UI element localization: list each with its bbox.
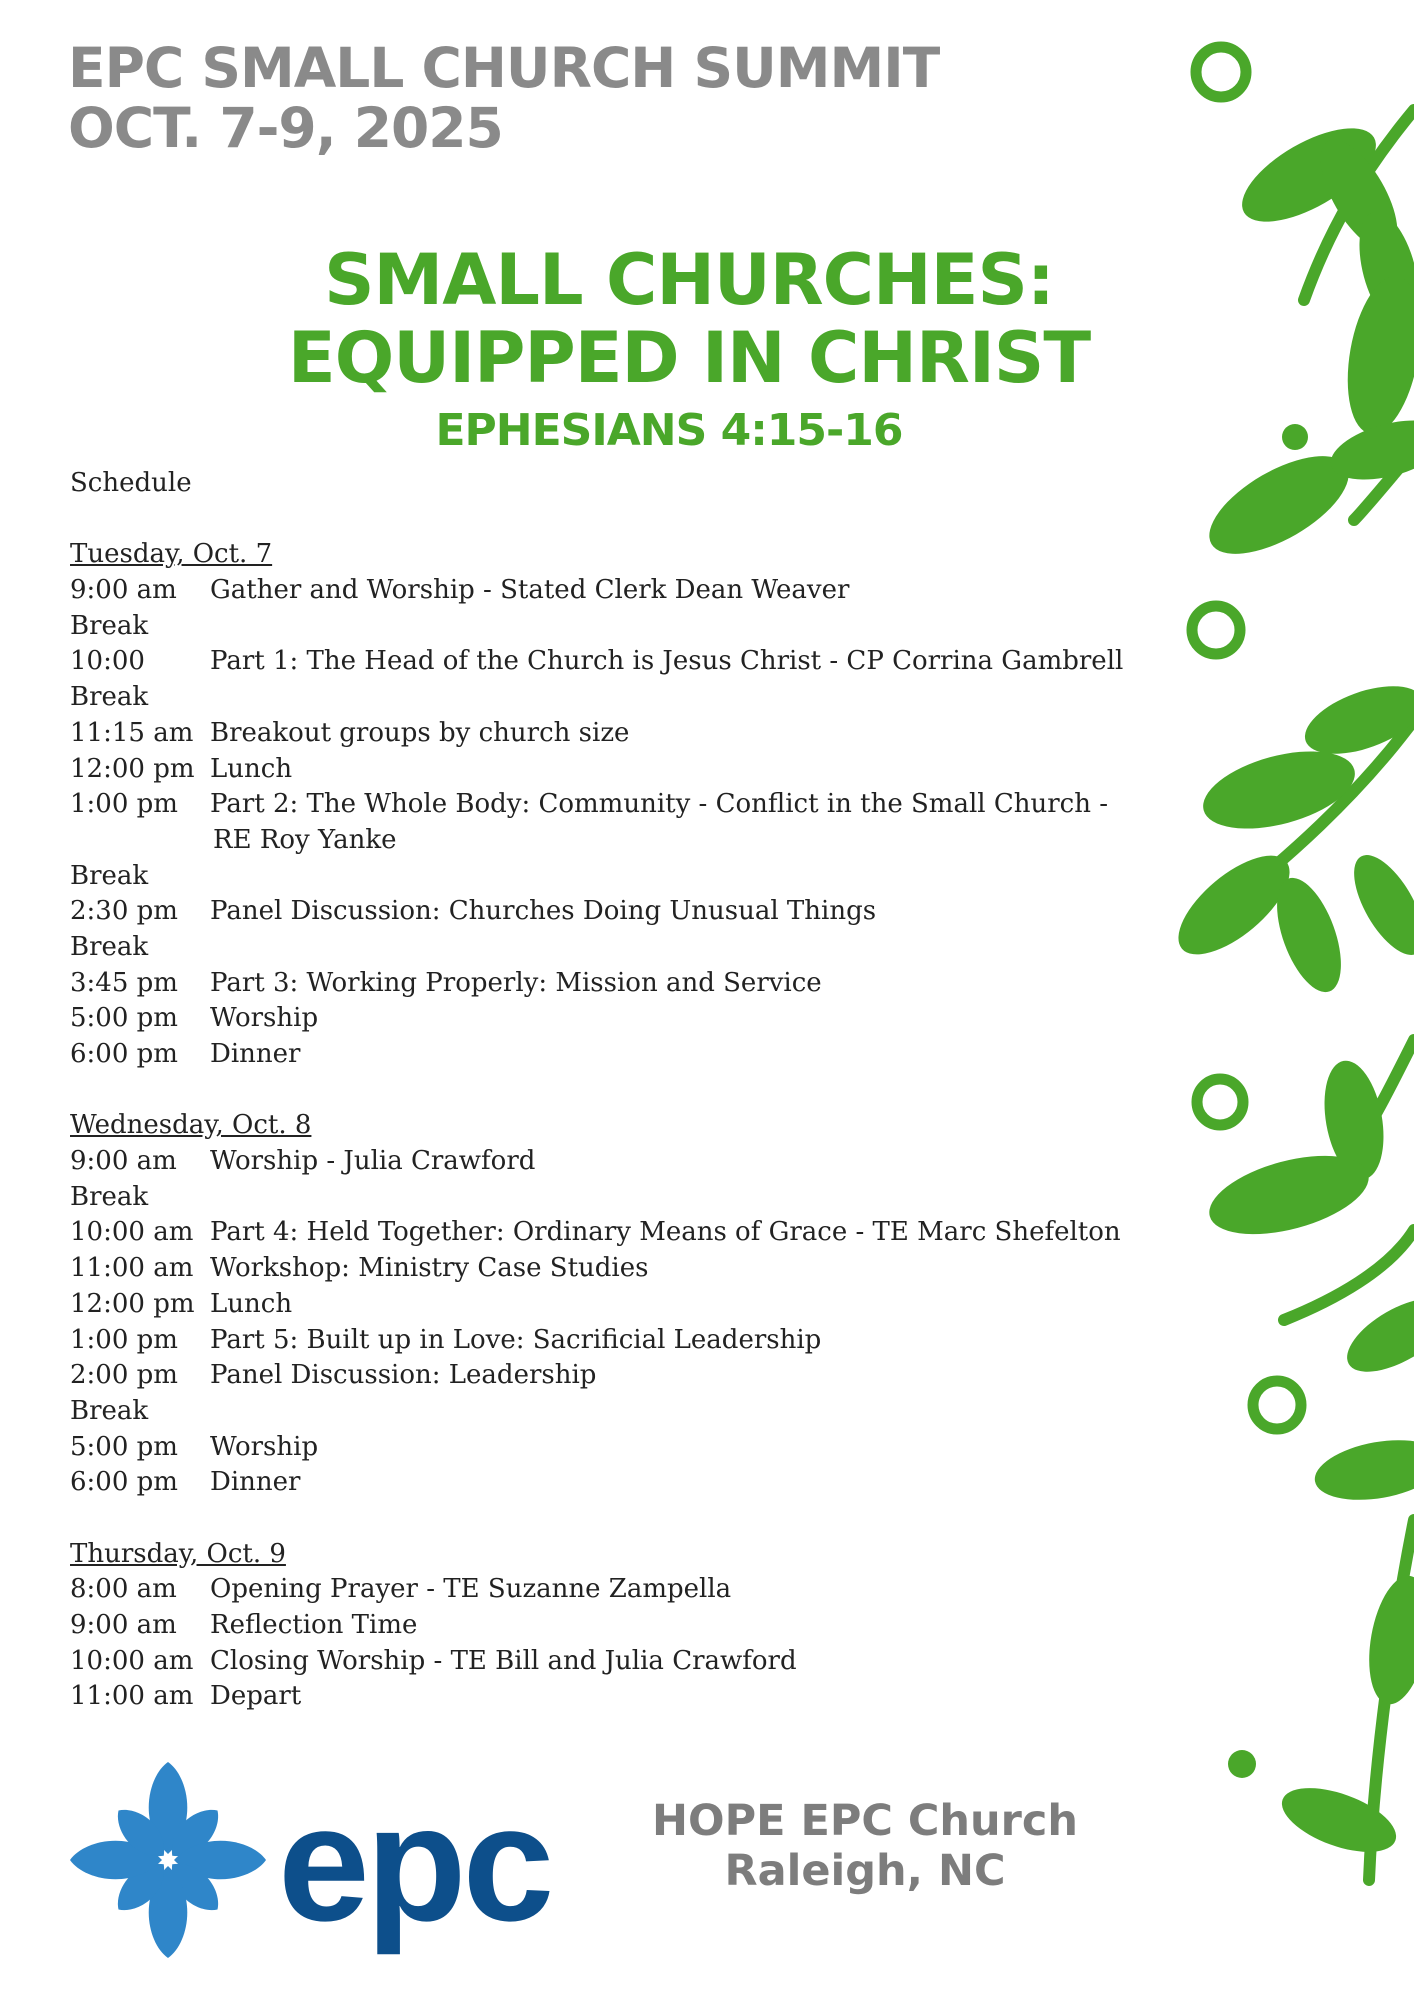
dot-icon: [1282, 424, 1308, 450]
ring-icon: [1196, 47, 1246, 97]
ring-icon: [1192, 606, 1240, 654]
item-time: Break: [70, 860, 149, 891]
item-time: 5:00 pm: [70, 1431, 178, 1462]
schedule-title: Schedule: [70, 468, 192, 498]
schedule-item: [70, 966, 1190, 1002]
spacer: [70, 1501, 1190, 1537]
schedule-item: [70, 1144, 1190, 1180]
venue-name: HOPE EPC Church: [652, 1796, 1078, 1846]
venue-city: Raleigh, NC: [724, 1846, 1006, 1896]
item-time: 1:00 pm: [70, 1324, 178, 1355]
item-time: 5:00 pm: [70, 1003, 178, 1034]
theme-title-line1: SMALL CHURCHES:: [324, 239, 1054, 321]
item-time: 6:00 pm: [70, 1039, 178, 1069]
schedule-item: [70, 1251, 1190, 1287]
venue: [640, 1796, 1090, 1896]
schedule-item: [70, 1215, 1190, 1251]
item-description: Part 4: Held Together: Ordinary Means of Grace - TE Marc Shefelton: [210, 1217, 1121, 1248]
vine-stem: [1284, 1230, 1414, 1320]
day-heading: Thursday, Oct. 9: [70, 1538, 286, 1569]
item-description: Worship - Julia Crawford: [210, 1146, 536, 1177]
schedule-item: [70, 1679, 1190, 1715]
day-heading: Wednesday, Oct. 8: [70, 1110, 312, 1141]
item-description: Part 1: The Head of the Church is Jesus Christ - CP Corrina Gambrell: [210, 646, 1124, 677]
item-description: Lunch: [210, 1288, 293, 1319]
item-description: Opening Prayer - TE Suzanne Zampella: [210, 1574, 732, 1605]
item-time: 3:45 pm: [70, 967, 178, 998]
item-description: Reflection Time: [210, 1610, 418, 1640]
schedule-item: [70, 1001, 1190, 1037]
schedule-item: [70, 1430, 1190, 1466]
schedule-item: [70, 609, 1190, 645]
item-description: Panel Discussion: Churches Doing Unusual Things: [210, 896, 877, 927]
epc-logo: [68, 1760, 628, 1960]
item-time: 11:00 am: [70, 1681, 194, 1712]
schedule-item: [70, 573, 1190, 609]
item-time: 2:00 pm: [70, 1360, 178, 1391]
item-time: 12:00 pm: [70, 1288, 195, 1319]
item-time: 10:00 am: [70, 1217, 194, 1248]
item-time: 2:30 pm: [70, 896, 178, 927]
item-time: 8:00 am: [70, 1574, 177, 1605]
schedule-item: [70, 1394, 1190, 1430]
item-description: Breakout groups by church size: [210, 717, 630, 748]
item-description: Dinner: [210, 1467, 301, 1498]
item-time: 9:00 am: [70, 575, 177, 606]
schedule-item: [70, 859, 1190, 895]
theme-title-line2: EQUIPPED IN CHRIST: [287, 317, 1091, 399]
schedule-item: [70, 716, 1190, 752]
item-description: Part 3: Working Properly: Mission and Service: [210, 967, 822, 998]
schedule-item: [70, 894, 1190, 930]
item-description-continued: RE Roy Yanke: [213, 824, 397, 855]
schedule-item: [70, 1572, 1190, 1608]
schedule-item: [70, 1287, 1190, 1323]
item-time: 10:00 am: [70, 1645, 194, 1676]
item-description: Panel Discussion: Leadership: [210, 1360, 597, 1391]
leaf-icon: [1274, 1775, 1405, 1865]
item-description: Worship: [210, 1431, 319, 1462]
schedule-item: [70, 644, 1190, 680]
cross-flower-icon: [70, 1762, 266, 1958]
ring-icon: [1253, 1381, 1301, 1429]
vine-decoration-icon: [1154, 0, 1414, 2000]
item-description: Worship: [210, 1003, 319, 1034]
schedule-item: [70, 1180, 1190, 1216]
leaf-icon: [1336, 1283, 1414, 1386]
item-description: Workshop: Ministry Case Studies: [210, 1253, 649, 1284]
item-time: 11:15 am: [70, 717, 194, 748]
spacer: [70, 1073, 1190, 1109]
item-time: Break: [70, 1181, 149, 1212]
schedule: [70, 466, 1190, 1715]
schedule-item: [70, 1644, 1190, 1680]
schedule-item: [70, 1037, 1190, 1073]
schedule-item: [70, 1323, 1190, 1359]
item-time: Break: [70, 1395, 149, 1426]
item-time: Break: [70, 610, 149, 641]
ring-icon: [1197, 1079, 1243, 1125]
day-heading: Tuesday, Oct. 7: [70, 539, 273, 570]
schedule-item: [70, 787, 1190, 823]
item-description: Lunch: [210, 753, 293, 784]
item-time: Break: [70, 682, 149, 713]
schedule-item: [70, 680, 1190, 716]
item-description: Closing Worship - TE Bill and Julia Crawford: [210, 1645, 797, 1676]
item-time: 1:00 pm: [70, 789, 178, 820]
item-time: 6:00 pm: [70, 1467, 178, 1498]
summit-header: [68, 38, 939, 158]
item-description: Part 2: The Whole Body: Community - Conflict in the Small Church -: [210, 789, 1109, 820]
item-time: 10:00: [70, 646, 145, 677]
leaf-icon: [1340, 845, 1414, 966]
leaf-icon: [1337, 270, 1414, 439]
item-time: Break: [70, 931, 149, 962]
schedule-item: [70, 1358, 1190, 1394]
item-time: 11:00 am: [70, 1253, 194, 1284]
leaf-icon: [1360, 1571, 1414, 1709]
theme-scripture: EPHESIANS 4:15-16: [435, 405, 903, 456]
schedule-item: [70, 930, 1190, 966]
item-time: 9:00 am: [70, 1146, 177, 1177]
item-description: Gather and Worship - Stated Clerk Dean Weaver: [210, 575, 850, 606]
schedule-item: [70, 1465, 1190, 1501]
item-description: Depart: [210, 1681, 302, 1712]
item-description: Dinner: [210, 1039, 301, 1069]
item-time: 12:00 pm: [70, 753, 195, 784]
item-time: 9:00 am: [70, 1610, 177, 1640]
schedule-item: [70, 752, 1190, 788]
schedule-item: [70, 1608, 1190, 1644]
leaf-icon: [1310, 1431, 1414, 1509]
epc-logo-text: epc: [278, 1771, 551, 1955]
item-description: Part 5: Built up in Love: Sacrificial Leadership: [210, 1324, 822, 1355]
summit-dates: OCT. 7-9, 2025: [68, 96, 503, 160]
spacer: [70, 502, 1190, 538]
dot-icon: [1228, 1750, 1256, 1778]
summit-title: EPC SMALL CHURCH SUMMIT: [68, 36, 940, 100]
